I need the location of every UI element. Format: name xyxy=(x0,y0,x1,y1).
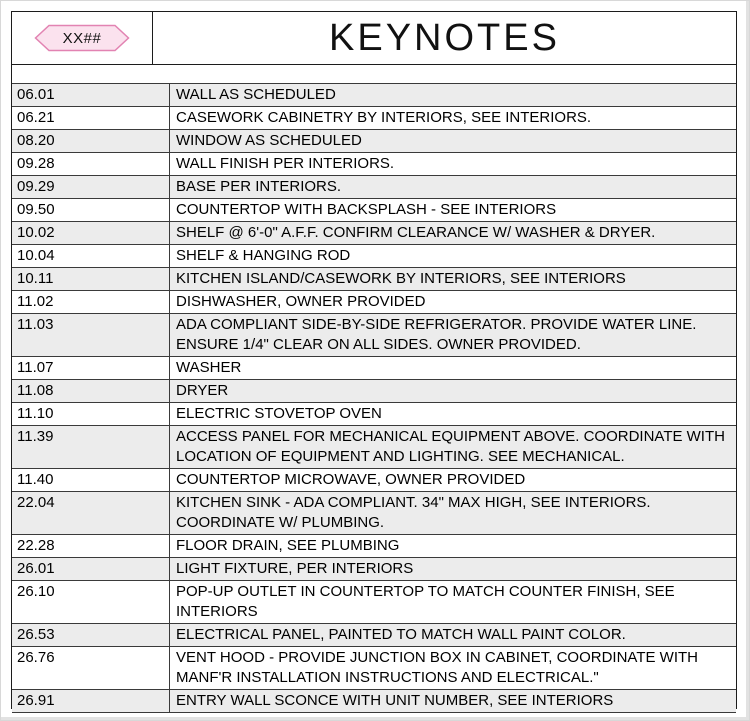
keynote-code: 10.04 xyxy=(12,245,170,267)
keynote-code: 09.50 xyxy=(12,199,170,221)
keynote-code: 11.03 xyxy=(12,314,170,356)
keynote-description: ELECTRIC STOVETOP OVEN xyxy=(176,405,382,422)
table-row xyxy=(12,107,736,130)
keynote-code: 22.04 xyxy=(12,492,170,534)
table-row xyxy=(12,176,736,199)
table-row xyxy=(12,291,736,314)
keynote-tag xyxy=(34,24,130,52)
table-row xyxy=(12,581,736,624)
keynote-code: 10.02 xyxy=(12,222,170,244)
table-row xyxy=(12,535,736,558)
table-row xyxy=(12,84,736,107)
keynotes-sheet xyxy=(11,11,737,709)
keynote-description: POP-UP OUTLET IN COUNTERTOP TO MATCH COUNTER FINISH, SEE INTERIORS xyxy=(176,583,675,620)
keynote-code: 11.08 xyxy=(12,380,170,402)
table-row xyxy=(12,469,736,492)
keynote-code: 11.39 xyxy=(12,426,170,468)
keynote-description: KITCHEN ISLAND/CASEWORK BY INTERIORS, SEE INTERIORS xyxy=(176,270,626,287)
keynote-description: KITCHEN SINK - ADA COMPLIANT. 34" MAX HIGH, SEE INTERIORS. COORDINATE W/ PLUMBING. xyxy=(176,494,651,531)
table-row xyxy=(12,624,736,647)
table-row xyxy=(12,268,736,291)
keynote-description: CASEWORK CABINETRY BY INTERIORS, SEE INTERIORS. xyxy=(176,109,592,126)
keynote-description: LIGHT FIXTURE, PER INTERIORS xyxy=(176,560,414,577)
table-row xyxy=(12,380,736,403)
table-row xyxy=(12,492,736,535)
keynote-code: 09.28 xyxy=(12,153,170,175)
keynote-description: DRYER xyxy=(176,382,229,399)
keynote-description: WASHER xyxy=(176,359,242,376)
keynote-description: ADA COMPLIANT SIDE-BY-SIDE REFRIGERATOR. PROVIDE WATER LINE. ENSURE 1/4" CLEAR ON ALL SIDES. OWNER PROVIDED. xyxy=(176,316,697,353)
keynote-description: VENT HOOD - PROVIDE JUNCTION BOX IN CABINET, COORDINATE WITH MANF'R INSTALLATION INSTRUCTIONS AND ELECTRICAL." xyxy=(176,649,698,686)
keynote-description: WALL AS SCHEDULED xyxy=(176,86,336,103)
keynotes-header xyxy=(12,12,736,65)
keynote-code: 09.29 xyxy=(12,176,170,198)
keynote-description: COUNTERTOP MICROWAVE, OWNER PROVIDED xyxy=(176,471,526,488)
keynote-code: 06.01 xyxy=(12,84,170,106)
table-row xyxy=(12,690,736,713)
keynote-tag-cell xyxy=(12,12,153,64)
keynote-code: 26.53 xyxy=(12,624,170,646)
keynote-code: 26.01 xyxy=(12,558,170,580)
keynote-description: FLOOR DRAIN, SEE PLUMBING xyxy=(176,537,400,554)
table-row xyxy=(12,357,736,380)
keynote-code: 11.02 xyxy=(12,291,170,313)
keynote-description: COUNTERTOP WITH BACKSPLASH - SEE INTERIORS xyxy=(176,201,557,218)
keynote-code: 26.91 xyxy=(12,690,170,712)
keynote-code: 08.20 xyxy=(12,130,170,152)
keynotes-table xyxy=(12,83,736,713)
page-title: KEYNOTES xyxy=(329,16,560,59)
keynote-code: 11.10 xyxy=(12,403,170,425)
keynote-tag-label: XX## xyxy=(62,29,102,47)
keynote-code: 06.21 xyxy=(12,107,170,129)
keynote-description: BASE PER INTERIORS. xyxy=(176,178,342,195)
table-row xyxy=(12,199,736,222)
keynote-description: SHELF @ 6'-0" A.F.F. CONFIRM CLEARANCE W/ WASHER & DRYER. xyxy=(176,224,656,241)
header-table-gap xyxy=(12,65,736,83)
keynote-description: ENTRY WALL SCONCE WITH UNIT NUMBER, SEE INTERIORS xyxy=(176,692,614,709)
table-row xyxy=(12,245,736,268)
table-row xyxy=(12,222,736,245)
table-row xyxy=(12,426,736,469)
table-row xyxy=(12,403,736,426)
table-row xyxy=(12,153,736,176)
keynote-description: WINDOW AS SCHEDULED xyxy=(176,132,362,149)
keynote-code: 26.76 xyxy=(12,647,170,689)
table-row xyxy=(12,130,736,153)
keynote-code: 22.28 xyxy=(12,535,170,557)
keynote-description: DISHWASHER, OWNER PROVIDED xyxy=(176,293,426,310)
table-row xyxy=(12,647,736,690)
keynote-code: 26.10 xyxy=(12,581,170,623)
keynote-description: WALL FINISH PER INTERIORS. xyxy=(176,155,395,172)
keynote-code: 11.40 xyxy=(12,469,170,491)
keynote-code: 10.11 xyxy=(12,268,170,290)
keynote-description: SHELF & HANGING ROD xyxy=(176,247,351,264)
keynote-code: 11.07 xyxy=(12,357,170,379)
keynotes-table-body xyxy=(12,84,736,713)
keynote-description: ACCESS PANEL FOR MECHANICAL EQUIPMENT ABOVE. COORDINATE WITH LOCATION OF EQUIPMENT AND LIGHTING. SEE MECHANICAL. xyxy=(176,428,725,465)
table-row xyxy=(12,314,736,357)
table-row xyxy=(12,558,736,581)
keynote-description: ELECTRICAL PANEL, PAINTED TO MATCH WALL PAINT COLOR. xyxy=(176,626,626,643)
